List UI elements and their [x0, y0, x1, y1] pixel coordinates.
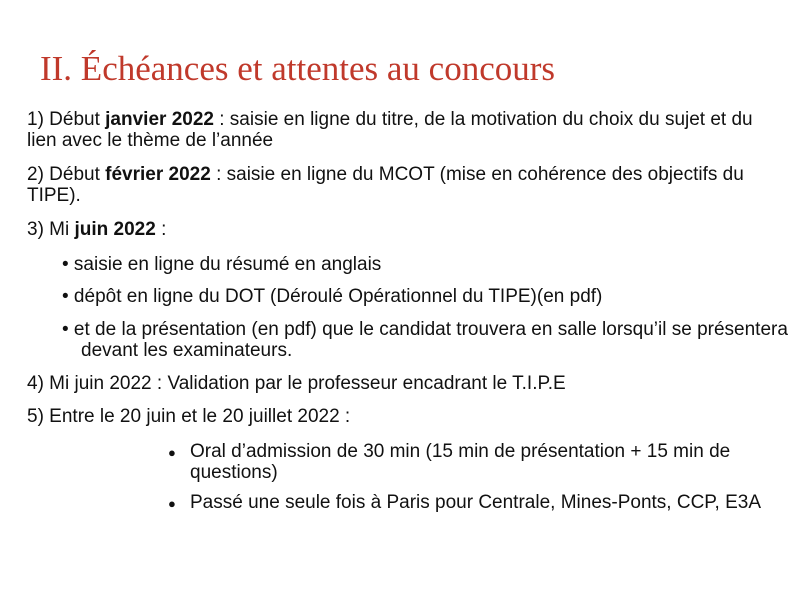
item-1	[27, 109, 772, 151]
sub-bullet-presentation: • et de la présentation (en pdf) que le candidat trouvera en salle lorsqu’il se présentera devant les examinateurs.	[62, 319, 788, 361]
item-2-prefix: 2) Début	[27, 164, 106, 185]
item-3-date: juin 2022	[74, 219, 156, 240]
sub-bullet-resume: • saisie en ligne du résumé en anglais	[62, 254, 382, 275]
item-4: 4) Mi juin 2022 : Validation par le professeur encadrant le T.I.P.E	[27, 373, 566, 394]
item-1-prefix: 1) Début	[27, 109, 106, 130]
item-3-text: :	[155, 219, 167, 240]
round-bullet-oral: Oral d’admission de 30 min (15 min de présentation + 15 min de questions)	[190, 441, 731, 483]
bullet-dot-icon: ●	[168, 496, 176, 511]
round-bullet-paris: Passé une seule fois à Paris pour Centrale, Mines-Ponts, CCP, E3A	[190, 492, 761, 513]
item-2-text: : saisie en ligne du MCOT (mise en cohérence des objectifs du TIPE).	[27, 164, 744, 206]
item-5: 5) Entre le 20 juin et le 20 juillet 2022 :	[27, 406, 351, 427]
bullet-dot-icon: ●	[168, 445, 176, 460]
item-2-date: février 2022	[105, 164, 211, 185]
item-2	[27, 164, 772, 206]
item-1-text: : saisie en ligne du titre, de la motivation du choix du sujet et du lien avec le thème de l’année	[27, 109, 753, 151]
item-3	[27, 219, 772, 240]
slide-title: II. Échéances et attentes au concours	[40, 49, 556, 88]
item-3-prefix: 3) Mi	[27, 219, 75, 240]
item-1-date: janvier 2022	[105, 109, 214, 130]
sub-bullet-dot: • dépôt en ligne du DOT (Déroulé Opérationnel du TIPE)(en pdf)	[62, 286, 603, 307]
